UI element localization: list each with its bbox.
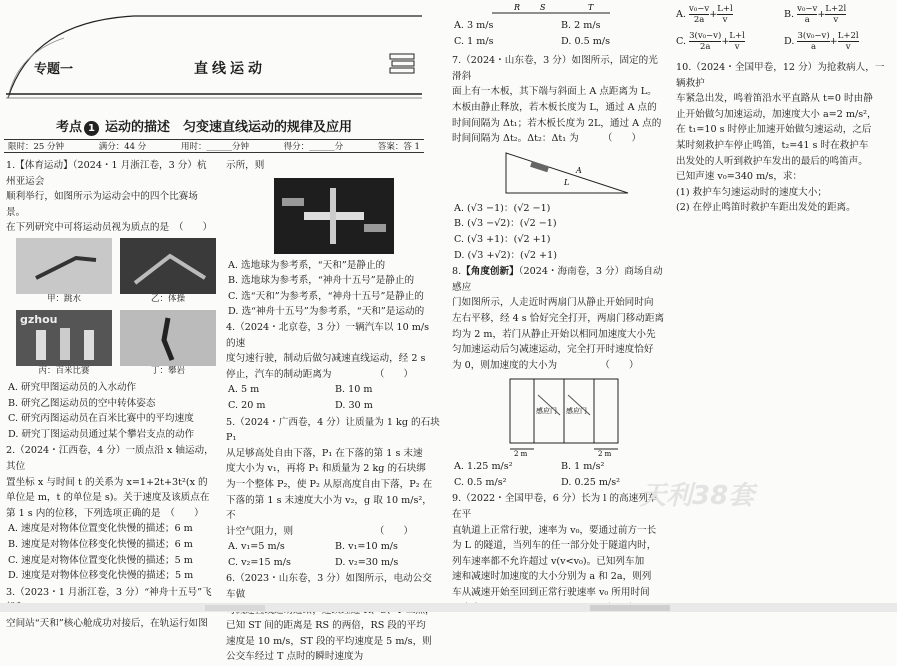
gap-left-label: 2 m [514, 450, 528, 458]
q9-option-a[interactable]: A. $\frac{\text{v₀−v}}{2a}$ + $\frac{L+l}{v}$ [676, 4, 733, 25]
q8-line: （2024・海南卷，3 分）商场自动感应 [452, 266, 663, 293]
page-tab-left [205, 605, 265, 611]
diving-photo [16, 238, 112, 294]
sliding-door-diagram [494, 375, 634, 457]
q7-line: 面上有一木板，其下端与斜面上 A 点距离为 L。 [452, 86, 657, 98]
score-got: 得分：______分 [283, 142, 344, 152]
photo-text: gzhou [20, 312, 58, 326]
header-decoration [4, 8, 424, 104]
q5-option-c[interactable]: C. v₂=15 m/s [228, 556, 291, 568]
q4-option-c[interactable]: C. 20 m [228, 399, 266, 411]
point-s-label: S [540, 3, 546, 12]
q10-line: 在 t₁=10 s 时停止加速开始做匀速运动，之后 [676, 124, 872, 136]
spacecraft-photo [274, 178, 394, 254]
section-heading [56, 116, 352, 136]
question-7 [452, 53, 666, 263]
sprint-photo [16, 310, 112, 366]
answer-ref: 答案：答 1 [377, 142, 420, 152]
door-label-left: 感应门 [536, 407, 557, 416]
q10-line: 某时刻救护车停止鸣笛，t₂=41 s 时在救护车 [676, 139, 869, 151]
q3-option-c[interactable]: C. 选“天和”为参考系，“神舟十五号”是静止的 [228, 290, 424, 302]
q9-options-row-2 [676, 31, 892, 52]
time-limit: 限时：25 分钟 [8, 142, 65, 152]
q1-line: 顺利举行，如图所示为运动会中的四个比赛场景。 [6, 191, 198, 218]
q3-continuation: 示所，则 [226, 160, 265, 171]
watermark: 天利38套 [640, 481, 755, 511]
gymnastics-photo [120, 238, 216, 294]
q9-line: 直轨道上正常行驶，速率为 v₀，要通过前方一长 [452, 524, 657, 536]
q3-option-b[interactable]: B. 选地球为参考系，“神舟十五号”是静止的 [228, 275, 415, 287]
q5-option-d[interactable]: D. v₂=30 m/s [335, 556, 399, 568]
q8-option-a[interactable]: A. 1.25 m/s² [454, 461, 513, 473]
photo-caption: 甲：跳水 [46, 293, 81, 304]
page-tab-right [590, 605, 670, 611]
point-t-label: T [588, 3, 594, 12]
q3-option-d[interactable]: D. 选“神舟十五号”为参考系，“天和”是运动的 [228, 306, 425, 318]
q10-line: 已知声速 v₀=340 m/s，求： [676, 171, 803, 183]
q9-line: 列车速率都不允许超过 v(v<v₀)。已知列车加 [452, 555, 645, 567]
q1-option-b[interactable]: B. 研究乙图运动员的空中转体姿态 [8, 397, 156, 409]
q3-line: 空间站“天和”核心舱成功对接后，在轨运行如图 [6, 617, 208, 629]
column-3 [452, 0, 666, 617]
q6-option-a[interactable]: A. 3 m/s [454, 20, 494, 31]
q5-line: 为一个整体 P₂，使 P₂ 从原高度自由下落，P₂ 在 [226, 478, 433, 490]
question-10 [676, 60, 892, 216]
section-title: 运动的描述 匀变速直线运动的规律及应用 [105, 120, 353, 135]
incline-diagram [502, 149, 632, 197]
question-5 [226, 415, 440, 571]
q2-option-c[interactable]: C. 速度是对物体位置变化快慢的描述；5 m [8, 554, 193, 566]
q5-option-b[interactable]: B. v₁=10 m/s [335, 541, 398, 553]
rst-road-diagram [492, 0, 612, 18]
q9-line: 车从减速开始至回到正常行驶速率 v₀ 所用时间 [452, 587, 650, 599]
q8-option-c[interactable]: C. 0.5 m/s² [454, 476, 507, 488]
q6-line: 已知 ST 间的距离是 RS 的两倍，RS 段的平均 [226, 620, 426, 632]
q4-line: 停止，汽车的制动距离为 （ ） [226, 368, 414, 380]
q1-line: 1.【体育运动】（2024・1 月浙江卷，3 分）杭州亚运会 [6, 160, 207, 187]
q6-option-c[interactable]: C. 1 m/s [454, 35, 494, 47]
q9-options-row-1 [676, 4, 892, 25]
q2-line: 置坐标 x 与时间 t 的关系为 x=1+2t+3t²(x 的 [6, 476, 208, 488]
q7-option-c[interactable]: C. (√3 +1)：(√2 +1) [454, 233, 551, 245]
q8-option-b[interactable]: B. 1 m/s² [561, 461, 605, 473]
q7-line: 7.（2024・山东卷，3 分）如图所示，固定的光滑斜 [452, 55, 658, 82]
q5-line: 下落的第 1 s 末速度大小为 v₂，g 取 10 m/s²，不 [226, 494, 432, 522]
time-used: 用时：______分钟 [180, 142, 249, 152]
gap-right-label: 2 m [598, 450, 612, 458]
chapter-title: 直线运动 [194, 61, 266, 77]
photo-caption: 丁：攀岩 [150, 365, 185, 376]
q4-option-a[interactable]: A. 5 m [228, 384, 260, 396]
q6-line: 公交车经过 T 点时的瞬时速度为 [226, 651, 364, 663]
q1-option-d[interactable]: D. 研究丁图运动员通过某个攀岩支点的动作 [8, 428, 195, 440]
q9-line: 速和减速时加速度的大小分别为 a 和 2a，则列 [452, 571, 652, 583]
q1-photo-grid [16, 238, 214, 378]
q2-line: 第 1 s 内的位移，下列选项正确的是 （ ） [6, 507, 204, 519]
q7-line: 时间间隔为 Δt₁；若木板长度为 2L，通过 A 点的 [452, 117, 662, 129]
climbing-photo [120, 310, 216, 366]
q6-option-b[interactable]: B. 2 m/s [561, 20, 601, 31]
q2-line: 单位是 m，t 的单位是 s)。关于速度及该质点在 [6, 492, 210, 504]
full-score: 满分：44 分 [98, 142, 147, 152]
q4-line: 度匀速行驶，制动后做匀减速直线运动，经 2 s [226, 353, 426, 365]
question-6 [226, 571, 440, 665]
q4-line: 4.（2024・北京卷，3 分）一辆汽车以 10 m/s 的速 [226, 321, 430, 349]
q2-option-a[interactable]: A. 速度是对物体位置变化快慢的描述；6 m [8, 523, 193, 535]
question-4 [226, 320, 440, 414]
question-8: 8.【角度创新】（2024・海南卷，3 分）商场自动感应 门如图所示，人走近时两扇门从静止开始同时向 左右平移，经 4 s 恰好完全打开，两扇门移动距离 均为 2 m，若门从静止开始以相同加速度大小先 匀加速运动后匀减速运动，完全打开时速度恰好 为 0，则加速度的大小为 （ ） 感应门 感应门 2 m 2 m A. 1.25 m/s² B. 1 m/s² C. 0.5 m/s² D. 0.25 m/s² [452, 264, 666, 490]
q7-line: 时间间隔为 Δt₂。Δt₂：Δt₁ 为 （ ） [452, 133, 642, 145]
photo-caption: 乙：体操 [150, 293, 185, 304]
q8-option-d[interactable]: D. 0.25 m/s² [561, 476, 620, 488]
section-number: 1 [84, 121, 99, 136]
q6-option-d[interactable]: D. 0.5 m/s [561, 35, 611, 47]
q6-line: 6.（2023・山东卷，3 分）如图所示，电动公交车做 [226, 573, 432, 601]
q7-option-a[interactable]: A. (√3 −1)：(√2 −1) [454, 202, 551, 214]
section-prefix: 考点 [56, 120, 83, 135]
q10-subquestion-1: (1) 救护车匀速运动时的速度大小； [676, 186, 827, 198]
q1-line: 在下列研究中可将运动员视为质点的是 （ ） [6, 222, 213, 234]
q10-line: 10.（2024・全国甲卷，12 分）为抢救病人，一辆救护 [676, 62, 885, 89]
q9-option-b[interactable]: B. $\frac{\text{v₀−v}}{a}$ + $\frac{L+2l}{v}$ [784, 4, 847, 25]
q5-line: 从足够高处自由下落，P₁ 在下落的第 1 s 末速 [226, 447, 423, 459]
q3-option-a[interactable]: A. 选地球为参考系，“天和”是静止的 [228, 259, 386, 271]
bottom-strip [0, 603, 897, 612]
q5-option-a[interactable]: A. v₁=5 m/s [228, 541, 285, 553]
photo-caption: 丙：百米比赛 [38, 365, 90, 376]
label-l: L [564, 177, 570, 187]
q5-line: 度大小为 v₁，再将 P₁ 和质量为 2 kg 的石块绑 [226, 463, 426, 475]
book-stack-icon [388, 50, 418, 78]
label-a: A [576, 165, 582, 175]
column-1 [6, 158, 214, 632]
q6-line: 速度是 10 m/s，ST 段的平均速度是 5 m/s，则 [226, 635, 432, 647]
q8-line: 为 0，则加速度的大小为 （ ） [452, 359, 639, 371]
door-label-right: 感应门 [566, 407, 587, 416]
q1-option-c[interactable]: C. 研究丙图运动员在百米比赛中的平均速度 [8, 413, 194, 425]
q10-subquestion-2: (2) 在停止鸣笛时救护车距出发处的距离。 [676, 202, 856, 214]
question-9 [452, 491, 666, 616]
q8-line: 门如图所示，人走近时两扇门从静止开始同时向 [452, 297, 654, 309]
point-r-label: R [514, 3, 521, 12]
q9-line: 为 L 的隧道，当列车的任一部分处于隧道内时， [452, 540, 657, 552]
chapter-header [4, 8, 424, 104]
question-1 [6, 158, 214, 442]
column-4 [676, 0, 892, 217]
q8-tag: 【角度创新】 [461, 266, 519, 278]
q8-line: 均为 2 m，若门从静止开始以相同加速度大小先 [452, 328, 656, 340]
q4-option-d[interactable]: D. 30 m [335, 399, 373, 411]
q1-option-a[interactable]: A. 研究甲图运动员的入水动作 [8, 381, 137, 393]
q2-option-d[interactable]: D. 速度是对物体位移变化快慢的描述；5 m [8, 570, 194, 582]
info-bar [4, 139, 424, 153]
q7-option-d[interactable]: D. (√3 +√2)：(√2 +1) [454, 249, 557, 261]
q9-option-c[interactable]: C. $\frac{\text{3(v₀−v)}}{2a}$ + $\frac{L+l}{v}$ [676, 31, 745, 52]
q10-line: 出发处的人听到救护车发出的最后的鸣笛声。 [676, 155, 868, 167]
q2-line: 2.（2024・江西卷，4 分）一质点沿 x 轴运动，其位 [6, 445, 214, 472]
q5-line: 计空气阻力，则 （ ） [226, 525, 414, 537]
q7-option-b[interactable]: B. (√3 −√2)：(√2 −1) [454, 218, 557, 230]
q9-line: 9.（2022・全国甲卷，6 分）长为 l 的高速列车在平 [452, 493, 658, 521]
q10-line: 车紧急出发，鸣着笛沿水平直路从 t=0 时由静 [676, 93, 873, 105]
question-2 [6, 443, 214, 583]
column-2 [226, 158, 440, 666]
q5-line: 5.（2024・广西卷，4 分）让质量为 1 kg 的石块 P₁ [226, 416, 440, 444]
q10-line: 止开始做匀加速运动，加速度大小 a=2 m/s²， [676, 108, 877, 120]
q7-line: 木板由静止释放，若木板长度为 L，通过 A 点的 [452, 101, 657, 113]
q3-line: 3.（2023・1 月浙江卷，3 分）“神舟十五号”飞 [6, 586, 212, 598]
q8-line: 左右平移，经 4 s 恰好完全打开，两扇门移动距离 [452, 312, 665, 324]
q2-option-b[interactable]: B. 速度是对物体位移变化快慢的描述；6 m [8, 538, 193, 550]
topic-label: 专题一 [34, 62, 74, 77]
q4-option-b[interactable]: B. 10 m [335, 384, 373, 396]
q9-option-d[interactable]: D. $\frac{\text{3(v₀−v)}}{a}$ + $\frac{L+2l}{v}$ [784, 31, 859, 52]
q8-line: 匀加速运动后匀减速运动，完全打开时速度恰好 [452, 344, 654, 356]
